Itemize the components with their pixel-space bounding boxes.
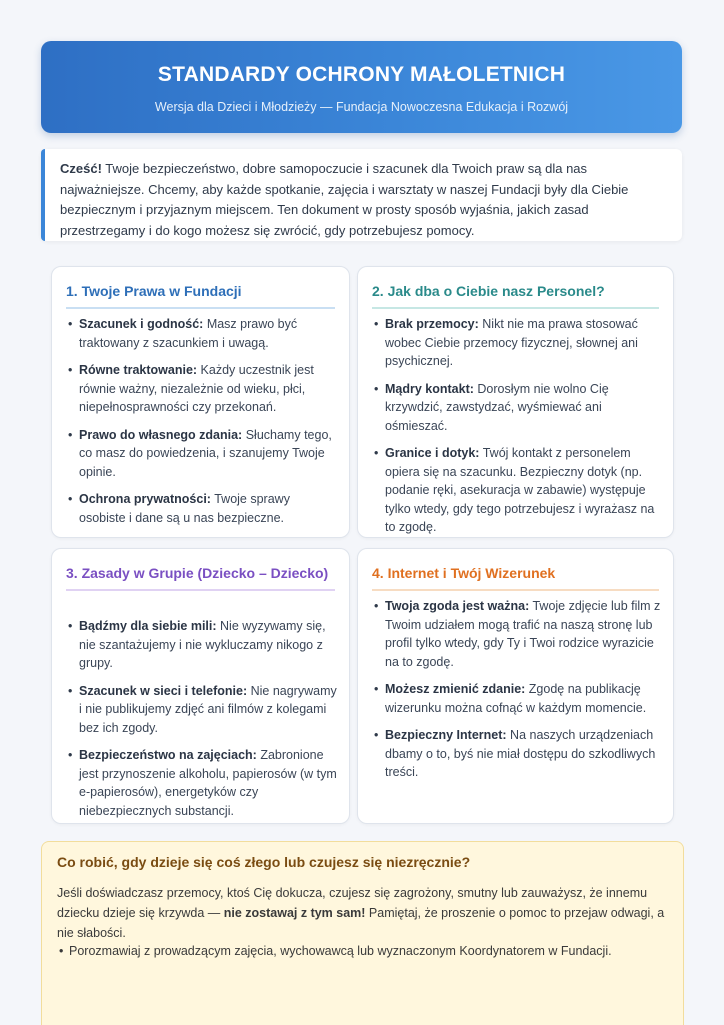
item-text: Nie nagrywamy i nie publikujemy zdjęć ani filmów z kolegami bez ich zgody. (79, 683, 337, 735)
item-text: Dorosłym nie wolno Cię krzywdzić, zawstydzać, wyśmiewać ani ośmieszać. (385, 381, 609, 433)
list-item (66, 682, 337, 738)
list-item (66, 426, 337, 482)
item-term: Możesz zmienić zdanie: (385, 682, 526, 696)
item-term: Szacunek w sieci i telefonie: (79, 683, 248, 698)
section-title: 2. Jak dba o Ciebie nasz Personel? (372, 280, 659, 309)
item-text: Nikt nie ma prawa stosować wobec Ciebie przemocy fizycznej, słownej ani psychicznej. (385, 317, 638, 368)
help-list (57, 942, 669, 960)
item-term: Mądry kontakt: (385, 381, 474, 396)
list-item (372, 680, 661, 717)
item-term: Bezpieczny Internet: (385, 728, 507, 742)
page-title: STANDARDY OCHRONY MAŁOLETNICH (157, 63, 566, 86)
help-title: Co robić, gdy dzieje się coś złego lub czujesz się niezręcznie? (57, 854, 471, 870)
section-list (372, 597, 661, 791)
section-card-rights (51, 266, 350, 538)
section-list (66, 617, 337, 829)
list-item (372, 380, 661, 436)
help-text-before: Jeśli doświadczasz przemocy, ktoś Cię dokucza, czujesz się zagrożony, smutny lub zauważysz, że innemu dziecku dzieje się krzywda — (57, 886, 648, 920)
section-card-staff (357, 266, 674, 538)
item-term: Brak przemocy: (385, 317, 479, 331)
list-item (66, 746, 337, 820)
item-text: Nie wyzywamy się, nie szantażujemy i nie wykluczamy nikogo z grupy. (79, 619, 326, 670)
item-text: Zabronione jest przynoszenie alkoholu, papierosów (w tym e-papierosów), energetyków czy niebezpiecznych substancji. (79, 748, 337, 818)
item-term: Granice i dotyk: (385, 446, 480, 460)
intro-greeting: Cześć! (60, 161, 102, 176)
section-title: 4. Internet i Twój Wizerunek (372, 562, 659, 591)
section-list (372, 315, 661, 546)
list-item (372, 315, 661, 371)
intro-accent-bar (41, 149, 45, 241)
item-term: Twoja zgoda jest ważna: (385, 599, 530, 613)
item-text: Słuchamy tego, co masz do powiedzenia, i szanujemy Twoje opinie. (79, 427, 332, 479)
list-item (372, 597, 661, 671)
list-item (66, 617, 337, 673)
list-item (66, 361, 337, 417)
list-item: • Porozmawiaj z prowadzącym zajęcia, wychowawcą lub wyznaczonym Koordynatorem w Fundacji. (57, 942, 669, 960)
item-term: Szacunek i godność: (79, 317, 204, 331)
item-term: Równe traktowanie: (79, 363, 198, 377)
section-list (66, 315, 337, 536)
section-title: 1. Twoje Prawa w Fundacji (66, 280, 335, 309)
help-text-bold: nie zostawaj z tym sam! (223, 906, 366, 920)
item-text: Twoje sprawy osobiste i dane są u nas bezpieczne. (79, 492, 290, 525)
intro-box (41, 149, 682, 241)
item-text: Twoje zdjęcie lub film z Twoim udziałem mogą trafić na naszą stronę lub profil tylko wtedy, gdy Ty i Twoi rodzice wyrazicie na to zgodę. (385, 599, 661, 669)
item-text: Twój kontakt z personelem opiera się na szacunku. Bezpieczny dotyk (np. podanie ręki, asekuracja w zabawie) występuje tylko wtedy, gdy tego potrzebujesz i wyrażasz na to zgodę. (385, 446, 655, 534)
item-term: Bądźmy dla siebie mili: (79, 619, 217, 633)
page-subtitle: Wersja dla Dzieci i Młodzieży — Fundacja Nowoczesna Edukacja i Rozwój (154, 100, 569, 114)
item-term: Bezpieczeństwo na zajęciach: (79, 748, 257, 762)
item-text: Każdy uczestnik jest równie ważny, niezależnie od wieku, płci, niepełnosprawności czy przekonań. (79, 363, 314, 414)
help-box (41, 841, 684, 1025)
section-card-group-rules (51, 548, 350, 824)
item-text: Zgodę na publikację wizerunku można cofnąć w każdym momencie. (385, 682, 647, 715)
item-text: Na naszych urządzeniach dbamy o to, byś nie miał dostępu do szkodliwych treści. (385, 728, 656, 779)
item-text: Masz prawo być traktowany z szacunkiem i uwagą. (79, 317, 298, 350)
list-item (372, 726, 661, 782)
section-title: 3. Zasady w Grupie (Dziecko – Dziecko) (66, 562, 335, 591)
intro-body: Twoje bezpieczeństwo, dobre samopoczucie i szacunek dla Twoich praw są dla nas najważniejsze. Chcemy, aby każde spotkanie, zajęcia i warsztaty w naszej Fundacji były dla Ciebie bezpiecznym i przyjaznym miejscem. Ten dokument w prosty sposób wyjaśnia, jakich zasad przestrzegamy i do kogo możesz się zwrócić, gdy potrzebujesz pomocy. (60, 161, 629, 238)
help-text-after: Pamiętaj, że proszenie o pomoc to przejaw odwagi, a nie słabości. (57, 906, 665, 940)
section-card-internet (357, 548, 674, 824)
list-item (372, 444, 661, 537)
list-item (66, 490, 337, 527)
list-item (66, 315, 337, 352)
page-header (41, 41, 682, 133)
item-term: Ochrona prywatności: (79, 492, 211, 506)
intro-text (60, 159, 670, 241)
item-term: Prawo do własnego zdania: (79, 427, 243, 442)
help-text (57, 883, 667, 943)
